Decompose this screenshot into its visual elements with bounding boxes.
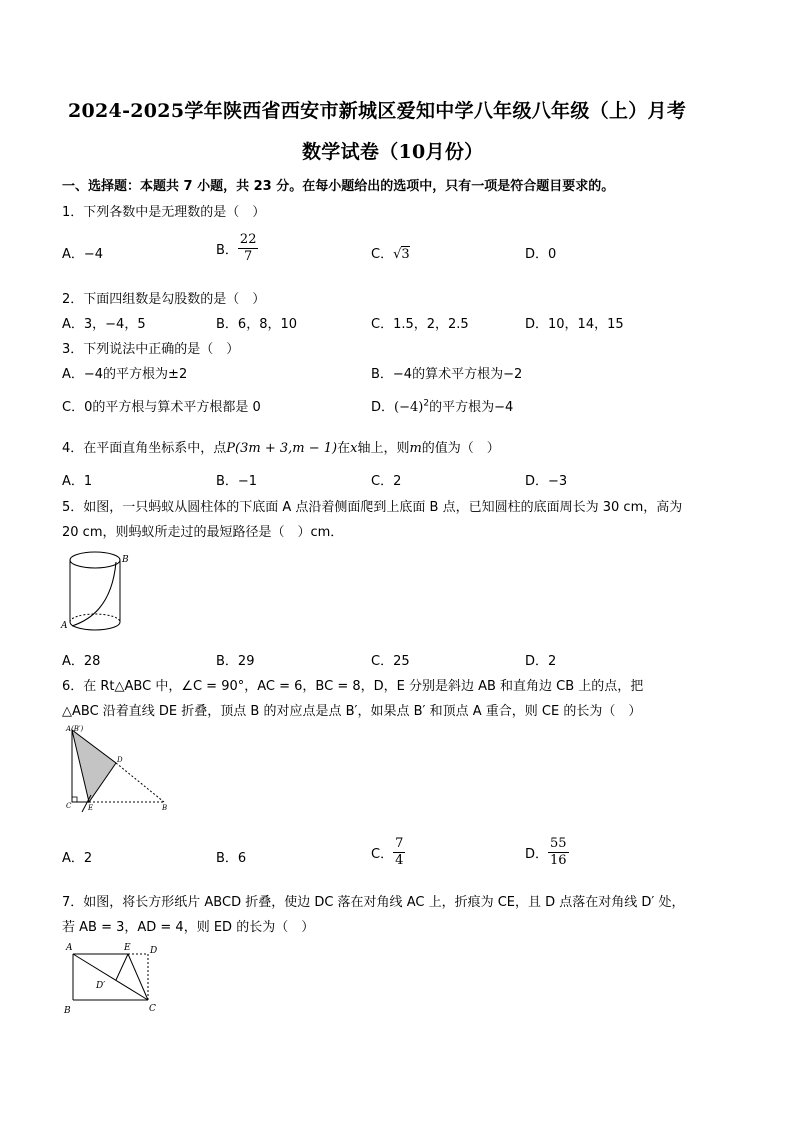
q5-option-a: A．28 [62,654,101,669]
cylinder-bottom-front [70,622,120,630]
diagonal-ac [73,954,148,1000]
q6-option-d [525,836,569,869]
q6-option-d-fraction [548,836,569,869]
q6-option-c [371,836,405,869]
q3-option-c: C．0的平方根与算术平方根都是 0 [62,400,261,415]
q4-point-expression: P(3m + 3,m − 1) [226,441,338,456]
q5-option-c: C．25 [371,654,410,669]
question-7-stem-line1: 7．如图，将长方形纸片 ABCD 折叠，使边 DC 落在对角线 AC 上，折痕为 CE，且 D 点落在对角线 D′ 处， [62,895,685,910]
right-angle-mark [72,797,77,802]
triangle-label-a: A(B′) [66,725,84,733]
q4-m-variable: m [409,441,422,456]
triangle-label-c: C [66,802,72,810]
q5-option-d: D．2 [525,654,557,669]
q6-option-c-prefix: C． [371,847,394,862]
q2-option-c: C．1.5，2，2.5 [371,317,469,332]
rectangle-fold-figure [60,938,175,1018]
folded-triangle-shaded [72,730,116,802]
fraction-denominator: 4 [395,853,404,868]
q6-option-c-fraction [393,836,405,869]
q2-option-b: B．6，8，10 [216,317,298,332]
rect-label-e: E [124,943,131,953]
exam-title-line1: 2024-2025学年陕西省西安市新城区爱知中学八年级八年级（上）月考 [68,100,687,122]
question-6-stem-line2: △ABC 沿着直线 DE 折叠，顶点 B 的对应点是点 B′，如果点 B′ 和顶点 A 重合，则 CE 的长为（ ） [62,704,642,719]
q5-option-b: B．29 [216,654,255,669]
q1-option-b [216,232,258,265]
q3-option-d [371,396,513,415]
q1-option-c [371,243,410,262]
question-2-stem: 2．下面四组数是勾股数的是（ ） [62,292,266,307]
q2-option-a: A．3，−4，5 [62,317,146,332]
cylinder-top-ellipse [70,552,120,568]
q1-option-b-prefix: B． [216,243,238,258]
rect-label-c: C [149,1004,156,1014]
crease-ce [128,954,148,1000]
question-4-stem [62,437,500,456]
q1-option-a: A．−4 [62,247,104,262]
sqrt-icon: √ [393,247,402,262]
triangle-label-b: B [162,804,168,812]
question-5-stem-line1: 5．如图，一只蚂蚁从圆柱体的下底面 A 点沿着侧面爬到上底面 B 点，已知圆柱的底面周长为 30 cm，高为 [62,500,683,515]
fraction-denominator: 16 [550,853,567,868]
side-db-dashed [116,763,164,802]
q2-option-d: D．10，14，15 [525,317,624,332]
question-3-stem: 3．下列说法中正确的是（ ） [62,342,240,357]
q3-option-d-suffix: 的平方根为−4 [429,400,514,415]
triangle-label-e: E [88,804,94,812]
triangle-fold-figure [60,722,175,814]
q4-option-b: B．−1 [216,474,258,489]
fraction-numerator: 22 [239,232,257,247]
q6-option-b: B．6 [216,851,247,866]
question-5-stem-line2: 20 cm，则蚂蚁所走过的最短路径是（ ）cm． [62,525,344,540]
q3-option-d-prefix: D． [371,400,395,415]
rect-label-d-prime: D′ [96,981,106,991]
exam-title-line2: 数学试卷（10月份） [302,141,484,163]
q3-option-b: B．−4的算术平方根为−2 [371,367,523,382]
cylinder-label-a: A [61,621,68,631]
q3-option-d-exponent: 2 [423,398,430,409]
q4-x-variable: x [350,441,358,456]
q1-option-d: D．0 [525,247,557,262]
q4-stem-part-c: 轴上，则 [357,441,410,456]
q3-option-a: A．−4的平方根为±2 [62,367,188,382]
rect-label-a: A [66,943,73,953]
q6-option-d-prefix: D． [525,847,549,862]
q4-option-a: A．1 [62,474,93,489]
rect-label-b: B [64,1006,71,1016]
section-heading: 一、选择题：本题共 7 小题，共 23 分。在每小题给出的选项中，只有一项是符合题目要求的。 [62,179,615,194]
q6-option-a: A．2 [62,851,93,866]
segment-ed-prime [116,954,128,980]
cylinder-bottom-back [70,614,120,622]
cylinder-label-b: B [122,555,129,565]
q3-option-d-base: (−4) [394,400,424,415]
q1-option-c-radicand: 3 [401,247,410,262]
question-6-stem-line1: 6．在 Rt△ABC 中，∠C = 90°，AC = 6，BC = 8，D，E 分别是斜边 AB 和直角边 CB 上的点，把 [62,679,644,694]
q1-option-b-fraction [238,232,259,265]
ant-path-curve [72,562,116,626]
triangle-label-d: D [117,756,123,764]
q4-stem-part-d: 的值为（ ） [421,441,500,456]
q4-option-d: D．−3 [525,474,568,489]
q4-stem-part-b: 在 [337,441,351,456]
fraction-numerator: 7 [395,836,404,851]
cylinder-figure [60,548,130,634]
fraction-denominator: 7 [244,249,253,264]
q4-option-c: C．2 [371,474,402,489]
question-7-stem-line2: 若 AB = 3，AD = 4，则 ED 的长为（ ） [62,920,315,935]
fraction-numerator: 55 [550,836,567,851]
q4-stem-part-a: 4．在平面直角坐标系中，点 [62,441,227,456]
q1-option-c-prefix: C． [371,247,394,262]
question-1-stem: 1．下列各数中是无理数的是（ ） [62,205,266,220]
rect-label-d: D [150,946,158,956]
